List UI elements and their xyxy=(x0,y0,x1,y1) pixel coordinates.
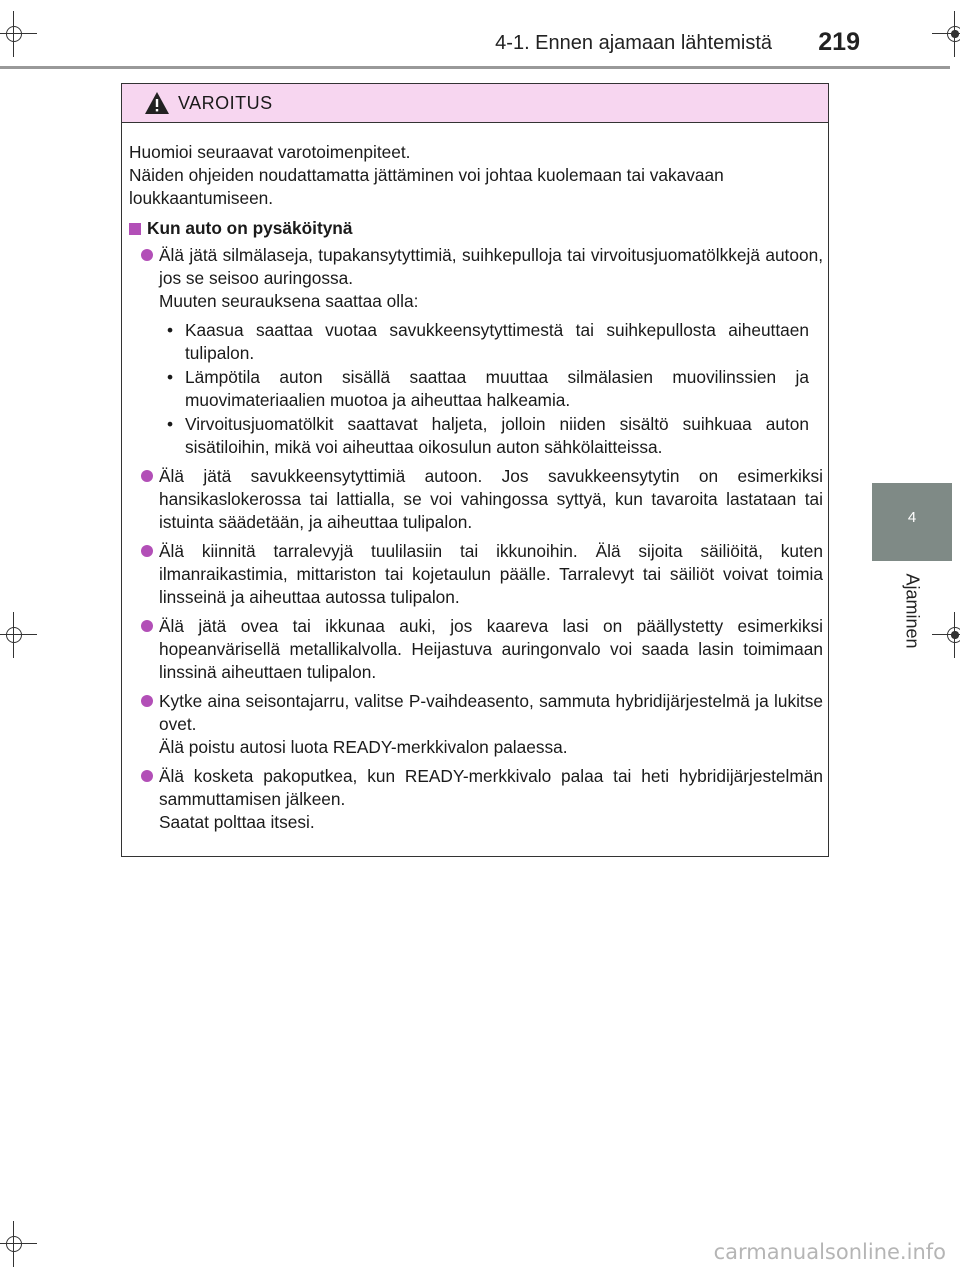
warning-item xyxy=(129,540,823,609)
warning-item-text: Kytke aina seisontajarru, valitse P-vaihdeasento, sammuta hybridijärjestelmä ja lukitse ovet. xyxy=(159,691,823,734)
warning-item-text: Älä jätä ovea tai ikkunaa auki, jos kaareva lasi on päällystetty esimerkiksi hopeanvärisellä metallikalvolla. Heijastuva auringonvalo voi saada lasin toimimaan linssinä aiheuttaen tulipalon. xyxy=(159,616,823,682)
circle-bullet-icon xyxy=(141,770,153,782)
warning-triangle-icon xyxy=(144,91,170,115)
warning-item xyxy=(129,244,823,459)
square-bullet-icon xyxy=(129,223,141,235)
warning-item-text: Älä kiinnitä tarralevyjä tuulilasiin tai ikkunoihin. Älä sijoita säiliöitä, kuten ilmanraikastimia, mittariston tai kojetaulun päälle. Tarralevyt tai säiliöt voivat toimia linsseinä ja aiheuttaa autossa tulipalon. xyxy=(159,541,823,607)
warning-box xyxy=(121,83,829,857)
registration-mark-top-right xyxy=(940,19,960,49)
warning-item xyxy=(129,690,823,759)
warning-item-text: Älä jätä savukkeensytyttimiä autoon. Jos savukkeensytytin on esimerkiksi hansikaslokerossa tai lattialla, se voi vahingossa syttyä, kun tavaroita lastataan tai istuinta säädetään, ja aiheuttaa tulipalon. xyxy=(159,466,823,532)
subsection-heading-text: Kun auto on pysäköitynä xyxy=(147,218,353,238)
intro-line-2: Näiden ohjeiden noudattamatta jättäminen voi johtaa kuolemaan tai vakavaan loukkaantumiseen. xyxy=(129,165,724,208)
warning-item xyxy=(129,765,823,834)
warning-label: VAROITUS xyxy=(178,93,273,113)
registration-mark-mid-left xyxy=(0,620,29,650)
warning-item-note: Saatat polttaa itsesi. xyxy=(159,812,315,832)
header-divider xyxy=(0,66,950,69)
section-title: 4-1. Ennen ajamaan lähtemistä xyxy=(495,32,772,54)
registration-mark-mid-right xyxy=(940,620,960,650)
subsection-heading xyxy=(129,217,823,240)
warning-item-text: Älä kosketa pakoputkea, kun READY-merkkivalo palaa tai heti hybridijärjestelmän sammuttamisen jälkeen. xyxy=(159,766,823,809)
warning-item xyxy=(129,465,823,534)
page-number: 219 xyxy=(818,28,860,56)
warning-body xyxy=(122,123,828,834)
warning-intro xyxy=(129,141,823,210)
sub-list-item: • Virvoitusjuomatölkit saattavat haljeta, jolloin niiden sisältö suihkuaa auton sisätiloihin, mikä voi aiheuttaa oikosulun auton sähkölaitteissa. xyxy=(159,413,823,459)
warning-item-note: Muuten seurauksena saattaa olla: xyxy=(159,291,419,311)
circle-bullet-icon xyxy=(141,620,153,632)
warning-item xyxy=(129,615,823,684)
circle-bullet-icon xyxy=(141,249,153,261)
circle-bullet-icon xyxy=(141,545,153,557)
sub-list-item: • Kaasua saattaa vuotaa savukkeensytyttimestä tai suihkepullosta aiheuttaen tulipalon. xyxy=(159,319,823,365)
registration-mark-bottom-left xyxy=(0,1229,29,1259)
registration-mark-top-left xyxy=(0,19,29,49)
chapter-label-text: Ajaminen xyxy=(902,573,923,649)
sub-list-item: • Lämpötila auton sisällä saattaa muuttaa silmälasien muovilinssien ja muovimateriaalien muotoa ja aiheuttaa halkeamia. xyxy=(159,366,823,412)
warning-header xyxy=(122,84,828,123)
warning-item-note: Älä poistu autosi luota READY-merkkivalon palaessa. xyxy=(159,737,568,757)
chapter-label xyxy=(902,566,922,656)
circle-bullet-icon xyxy=(141,470,153,482)
chapter-number: 4 xyxy=(907,509,917,526)
warning-item-text: Älä jätä silmälaseja, tupakansytyttimiä, suihkepulloja tai virvoitusjuomatölkkejä autoon, jos se seisoo auringossa. xyxy=(159,245,823,288)
chapter-tab xyxy=(872,483,952,561)
circle-bullet-icon xyxy=(141,695,153,707)
watermark[interactable]: carmanualsonline.info xyxy=(713,1240,946,1264)
sub-list xyxy=(159,319,823,459)
intro-line-1: Huomioi seuraavat varotoimenpiteet. xyxy=(129,142,411,162)
